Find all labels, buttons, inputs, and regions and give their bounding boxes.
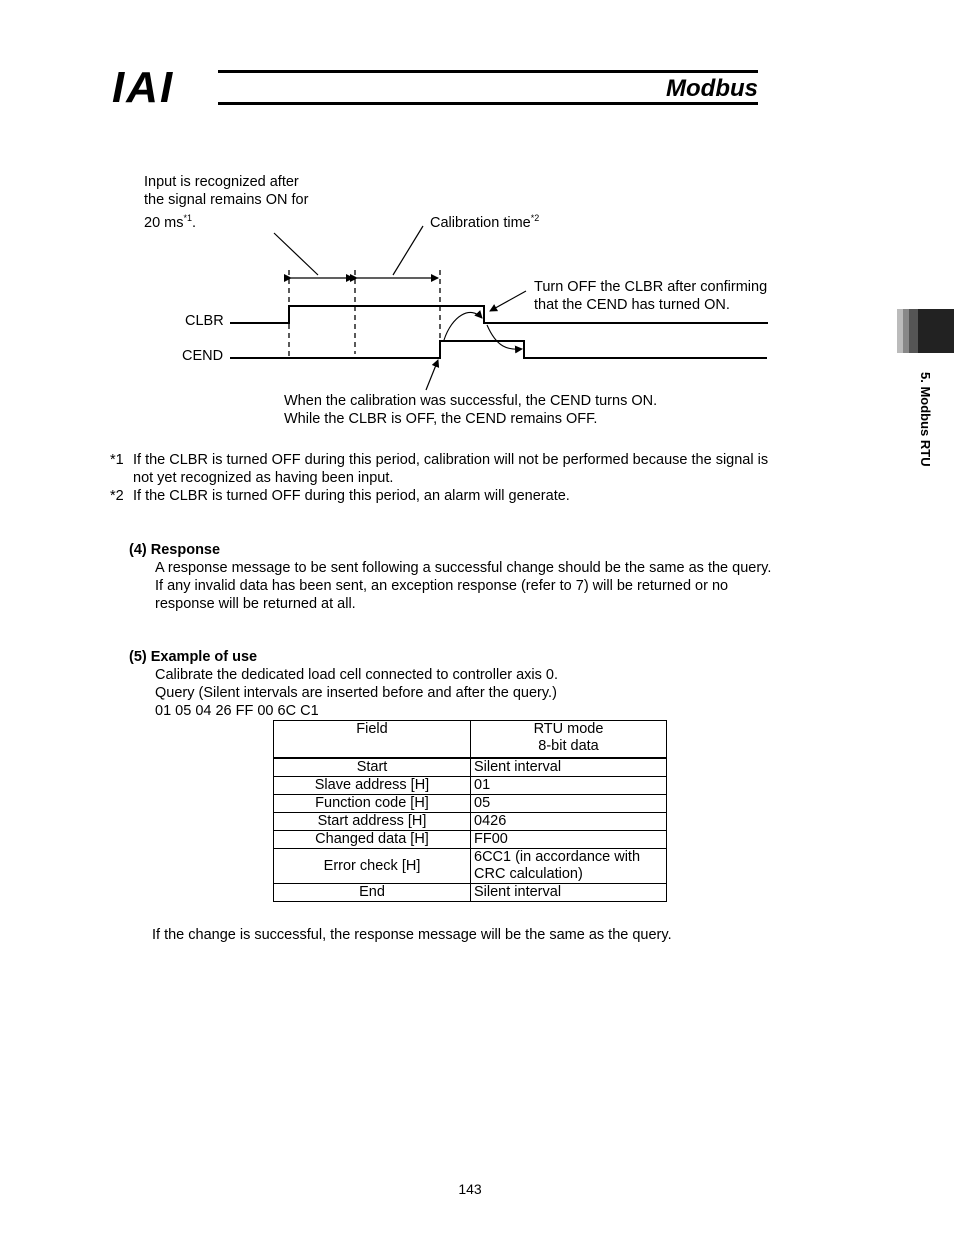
leader-success	[426, 360, 438, 390]
cell-field: Start address [H]	[274, 813, 471, 831]
footnote-2-text: If the CLBR is turned OFF during this period, an alarm will generate.	[133, 488, 570, 504]
cend-waveform	[230, 341, 767, 358]
signal-label-clbr: CLBR	[185, 313, 224, 329]
note-turn-off: Turn OFF the CLBR after confirming that the CEND has turned ON.	[534, 279, 768, 313]
table-row	[274, 849, 667, 884]
cell-value: Silent interval	[471, 758, 667, 777]
example-closing: If the change is successful, the response message will be the same as the query.	[152, 927, 672, 943]
response-body: A response message to be sent following a successful change should be the same as the query. If any invalid data has been sent, an exception response (refer to 7) will be returned or no response will be returned at all.	[155, 560, 772, 612]
footnote-1-text: If the CLBR is turned OFF during this period, calibration will not be performed because the signal is not yet recognized as having been input.	[133, 452, 769, 486]
cell-value: 05	[471, 795, 667, 813]
note-input-recognized: Input is recognized after the signal remains ON for 20 $ms^{*1}$.	[144, 174, 309, 231]
example-heading: (5) Example of use	[129, 649, 258, 665]
cell-value: FF00	[471, 831, 667, 849]
cause-curve-cend-to-clbr	[444, 312, 482, 340]
chapter-label: 5. Modbus RTU	[918, 372, 933, 467]
leader-input	[274, 233, 318, 275]
query-table	[273, 720, 667, 902]
note-calibration-time: Calibration time$^{*2}$	[430, 213, 540, 231]
cell-field: Changed data [H]	[274, 831, 471, 849]
example-body: Calibrate the dedicated load cell connected to controller axis 0. Query (Silent intervals are inserted before and after the query.) 01 05 04 26 FF 00 6C C1	[155, 667, 559, 719]
page-number: 143	[458, 1181, 482, 1197]
timing-diagram	[0, 0, 954, 460]
cell-field: Error check [H]	[274, 849, 471, 884]
cell-field: End	[274, 884, 471, 902]
footnote-1-mark: *1	[110, 452, 124, 468]
cell-field: Start	[274, 758, 471, 777]
response-heading: (4) Response	[129, 542, 221, 558]
table-row	[274, 795, 667, 813]
page-title: Modbus	[666, 75, 758, 102]
cause-curve-clbr-to-cend	[487, 325, 522, 349]
leader-turn-off	[490, 291, 526, 311]
table-row	[274, 831, 667, 849]
leader-calibration	[393, 226, 423, 275]
cell-value: Silent interval	[471, 884, 667, 902]
header-rtu-mode: RTU mode 8-bit data	[471, 721, 667, 759]
footnote-2-mark: *2	[110, 488, 124, 504]
cell-value: 6CC1 (in accordance with CRC calculation)	[471, 849, 667, 884]
table-row	[274, 777, 667, 795]
iai-logo: IAI	[112, 63, 175, 112]
cell-field: Function code [H]	[274, 795, 471, 813]
clbr-waveform	[230, 306, 768, 323]
table-row	[274, 813, 667, 831]
header-field: Field	[274, 721, 471, 759]
signal-label-cend: CEND	[182, 348, 224, 364]
cell-field: Slave address [H]	[274, 777, 471, 795]
note-calibration-success: When the calibration was successful, the CEND turns ON. While the CLBR is OFF, the CEND remains OFF.	[284, 393, 658, 427]
cell-value: 0426	[471, 813, 667, 831]
table-row	[274, 758, 667, 777]
cell-value: 01	[471, 777, 667, 795]
table-header-row	[274, 721, 667, 759]
table-row	[274, 884, 667, 902]
